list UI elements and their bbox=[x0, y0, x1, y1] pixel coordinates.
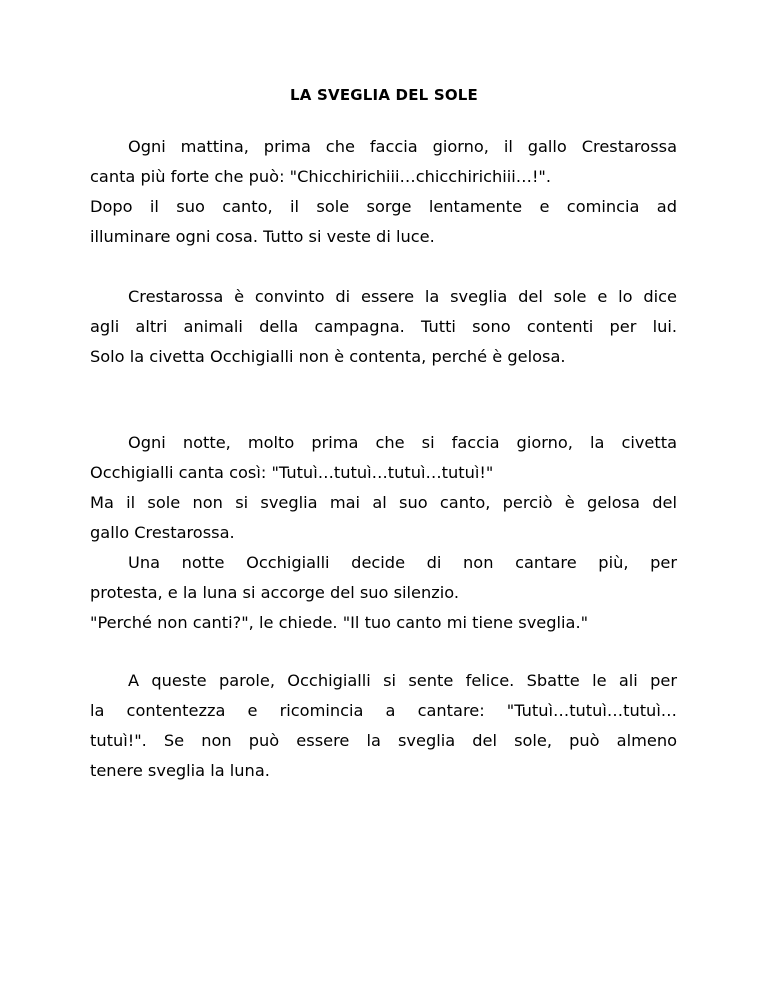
paragraph-4 bbox=[90, 548, 677, 638]
paragraph-line: Ma il sole non si sveglia mai al suo canto, perciò è gelosa del bbox=[90, 493, 677, 512]
paragraph-5 bbox=[90, 666, 677, 786]
paragraph-line: tutuì!". Se non può essere la sveglia del sole, può almeno bbox=[90, 731, 677, 750]
paragraph-2 bbox=[90, 282, 677, 372]
paragraph-line: illuminare ogni cosa. Tutto si veste di luce. bbox=[90, 227, 435, 246]
paragraph-line: Occhigialli canta così: "Tutuì…tutuì…tutuì…tutuì!" bbox=[90, 463, 494, 482]
paragraph-line: Crestarossa è convinto di essere la sveglia del sole e lo dice bbox=[128, 287, 677, 306]
paragraph-line: Ogni notte, molto prima che si faccia giorno, la civetta bbox=[128, 433, 677, 452]
document-title: LA SVEGLIA DEL SOLE bbox=[290, 86, 478, 104]
paragraph-line: "Perché non canti?", le chiede. "Il tuo canto mi tiene sveglia." bbox=[90, 613, 589, 632]
paragraph-1 bbox=[90, 132, 677, 252]
paragraph-line: agli altri animali della campagna. Tutti sono contenti per lui. bbox=[90, 317, 677, 336]
paragraph-line: Solo la civetta Occhigialli non è contenta, perché è gelosa. bbox=[90, 347, 566, 366]
paragraph-line: la contentezza e ricomincia a cantare: "Tutuì…tutuì…tutuì… bbox=[90, 701, 677, 720]
paragraph-line: Dopo il suo canto, il sole sorge lentamente e comincia ad bbox=[90, 197, 677, 216]
paragraph-line: protesta, e la luna si accorge del suo silenzio. bbox=[90, 583, 459, 602]
paragraph-line: tenere sveglia la luna. bbox=[90, 761, 270, 780]
paragraph-line: A queste parole, Occhigialli si sente felice. Sbatte le ali per bbox=[128, 671, 677, 690]
paragraph-line: Ogni mattina, prima che faccia giorno, il gallo Crestarossa bbox=[128, 137, 677, 156]
paragraph-line: gallo Crestarossa. bbox=[90, 523, 235, 542]
paragraph-line: Una notte Occhigialli decide di non cantare più, per bbox=[128, 553, 677, 572]
paragraph-line: canta più forte che può: "Chicchirichiii…chicchirichiii…!". bbox=[90, 167, 552, 186]
paragraph-3 bbox=[90, 428, 677, 548]
